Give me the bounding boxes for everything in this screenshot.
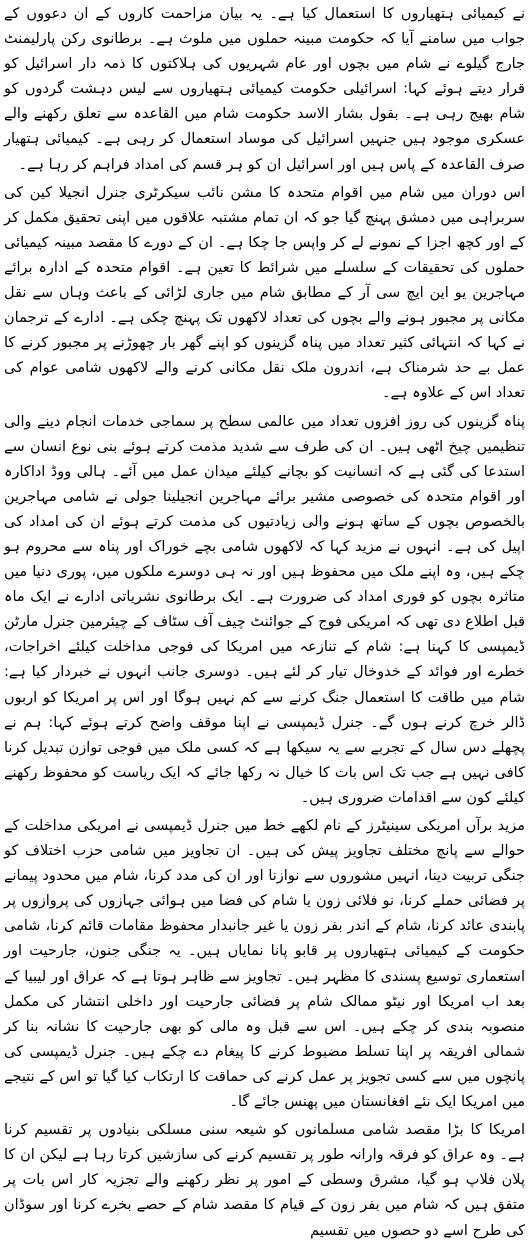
article-paragraph: پناہ گزینوں کی روز افزوں تعداد میں عالمی سطح پر سماجی خدمات انجام دینے والی تنظیمیں چیخ اٹھی ہیں۔ ان کی طرف سے شدید مذمت کرتے ہوئے بنی نوع انسان سے استدعا کی گئی ہے کہ انسانیت کو بچانے کیلئے میدان عمل میں آئے۔ ہالی ووڈ اداکارہ اور اقوام متحدہ کی خصوصی مشیر برائے مہاجرین انجیلینا جولی نے شامی مہاجرین بالخصوص بچوں کے ساتھ ہونے والی زیادتیوں کی مذمت کرتے ہوئے ان کی امداد کی اپیل کی ہے۔ انہوں نے مزید کہا کہ لاکھوں شامی بچے خوراک اور پناہ سے محروم ہو چکے ہیں، وہ اپنے ملک میں محفوظ ہیں اور نہ ہی دوسرے ملکوں میں، پوری دنیا میں متاثرہ بچوں کو فوری امداد کی ضرورت ہے۔ ایک برطانوی نشریاتی ادارے نے ایک ماہ قبل اطلاع دی تھی کہ امریکی فوج کے جوائنٹ چیف آف سٹاف کے چیئرمین جنرل مارٹن ڈیمپسی کا کہنا ہے: شام کے تنازعہ میں امریکا کی فوجی مداخلت کیلئے اخراجات، خطرے اور فوائد کے خدوخال تیار کر لئے ہیں۔ دوسری جانب انہوں نے خبردار کیا ہے: شام میں طاقت کا استعمال جنگ کرنے سے کم نہیں ہوگا اور اس پر امریکا کو اربوں ڈالر خرچ کرنے ہوں گے۔ جنرل ڈیمپسی نے اپنا موقف واضح کرتے ہوئے کہا: ہم نے پچھلے دس سال کے تجربے سے یہ سیکھا ہے کہ کسی ملک میں فوجی توازن تبدیل کرنا کافی نہیں ہے جب تک اس بات کا خیال نہ رکھا جائے کہ ایک ریاست کو محفوظ رکھنے کیلئے کون سے اقدامات ضروری ہیں۔ [4, 413, 525, 806]
article-paragraph: مزید برآں امریکی سینیٹرز کے نام لکھے خط میں جنرل ڈیمپسی نے امریکی مداخلت کے حوالے سے پانچ مختلف تجاویز پیش کی ہیں۔ ان تجاویز میں شامی حزب اختلاف کو جنگی تربیت دینا، انہیں مشوروں سے نوازنا اور ان کی مدد کرنا، شام میں محدود پیمانے پر فضائی حملے کرنا، نو فلائی زون یا شام کی فضا میں ہوائی جہازوں کی پروازوں پر پابندی عائد کرنا، شام کے اندر بفر زون یا غیر جانبدار محفوظ مقامات قائم کرنا، شامی حکومت کے کیمیائی ہتھیاروں پر قابو پانا نمایاں ہیں۔ یہ جنگی جنون، جارحیت اور استعماری توسیع پسندی کا مظہر ہیں۔ تجاویز سے ظاہر ہوتا ہے کہ عراق اور لیبیا کے بعد اب امریکا اور نیٹو ممالک شام پر فضائی جارحیت اور داخلی انتشار کی مکمل منصوبہ بندی کر چکے ہیں۔ اس سے قبل وہ مالی کو بھی جارحیت کا نشانہ بنا کر شمالی افریقہ پر اپنا تسلط مضبوط کرنے کا پیغام دے چکے ہیں۔ جنرل ڈیمپسی کی پانچوں میں سے کسی تجویز پر عمل کرنے کی حماقت کا ارتکاب کیا گیا تو اس کے نتیجے میں امریکا ایک نئے افغانستان میں پھنس جائے گا۔ [4, 818, 525, 1111]
article-paragraph: امریکا کا بڑا مقصد شامی مسلمانوں کو شیعہ سنی مسلکی بنیادوں پر تقسیم کرنا ہے۔ وہ عراق کو فرقہ وارانہ طور پر تقسیم کرنے کی سازشیں کرتا رہا ہے لیکن ان کا پلان فلاپ ہو گیا، مشرق وسطی کے امور پر نظر رکھنے والے تجزیہ کار اس بات پر متفق ہیں کہ شام میں بفر زون کے قیام کا مقصد شام کے حصے بخرے کرنا اور سوڈان کی طرح اسے دو حصوں میں تقسیم [4, 1122, 525, 1239]
article-body [4, 2, 525, 1244]
article-paragraph: اس دوران میں شام میں اقوام متحدہ کا مشن نائب سیکرٹری جنرل انجیلا کین کی سربراہی میں دمشق پہنچ گیا جو کہ ان تمام مشتبہ علاقوں میں اپنی تحقیق مکمل کر کے اور کچھ اجزا کے نمونے لے کر واپس جا چکا ہے۔ ان کے دورے کا مقصد مبینہ کیمیائی حملوں کی تحقیقات کے سلسلے میں شرائط کا تعین ہے۔ اقوام متحدہ کے ادارہ برائے مہاجرین یو این ایچ سی آر کے مطابق شام میں جاری لڑائی کے باعث وہاں سے نقل مکانی پر مجبور ہونے والے بچوں کی تعداد لاکھوں تک پہنچ چکی ہے۔ ادارے کے ترجمان نے کہا کہ انتہائی کثیر تعداد میں پناہ گزینوں کو اپنے گھر بار چھوڑنے پر مجبور کرنے کا عمل بے حد شرمناک ہے، اندرون ملک نقل مکانی کرنے والے لاکھوں شامی عوام کی تعداد اس کے علاوہ ہے۔ [4, 184, 525, 402]
article-paragraph: نے کیمیائی ہتھیاروں کا استعمال کیا ہے۔ یہ بیان مزاحمت کاروں کے ان دعووں کے جواب میں سامنے آیا کہ حکومت مبینہ حملوں میں ملوث ہے۔ برطانوی رکن پارلیمنٹ جارج گیلوے نے شام میں بچوں اور عام شہریوں کی ہلاکتوں کا ذمہ دار اسرائیل کو قرار دیتے ہوئے کہا: اسرائیلی حکومت کیمیائی ہتھیاروں سے لیس دہشت گردوں کو شام بھیج رہی ہے۔ بقول بشار الاسد حکومت شام میں القاعدہ سے تعلق رکھنے والے عسکری موجود ہیں جنہیں اسرائیل کی موساد استعمال کر رہی ہے۔ کیمیائی ہتھیار صرف القاعدہ کے پاس ہیں اور اسرائیل ان کو ہر قسم کی امداد فراہم کر رہا ہے۔ [4, 6, 525, 173]
